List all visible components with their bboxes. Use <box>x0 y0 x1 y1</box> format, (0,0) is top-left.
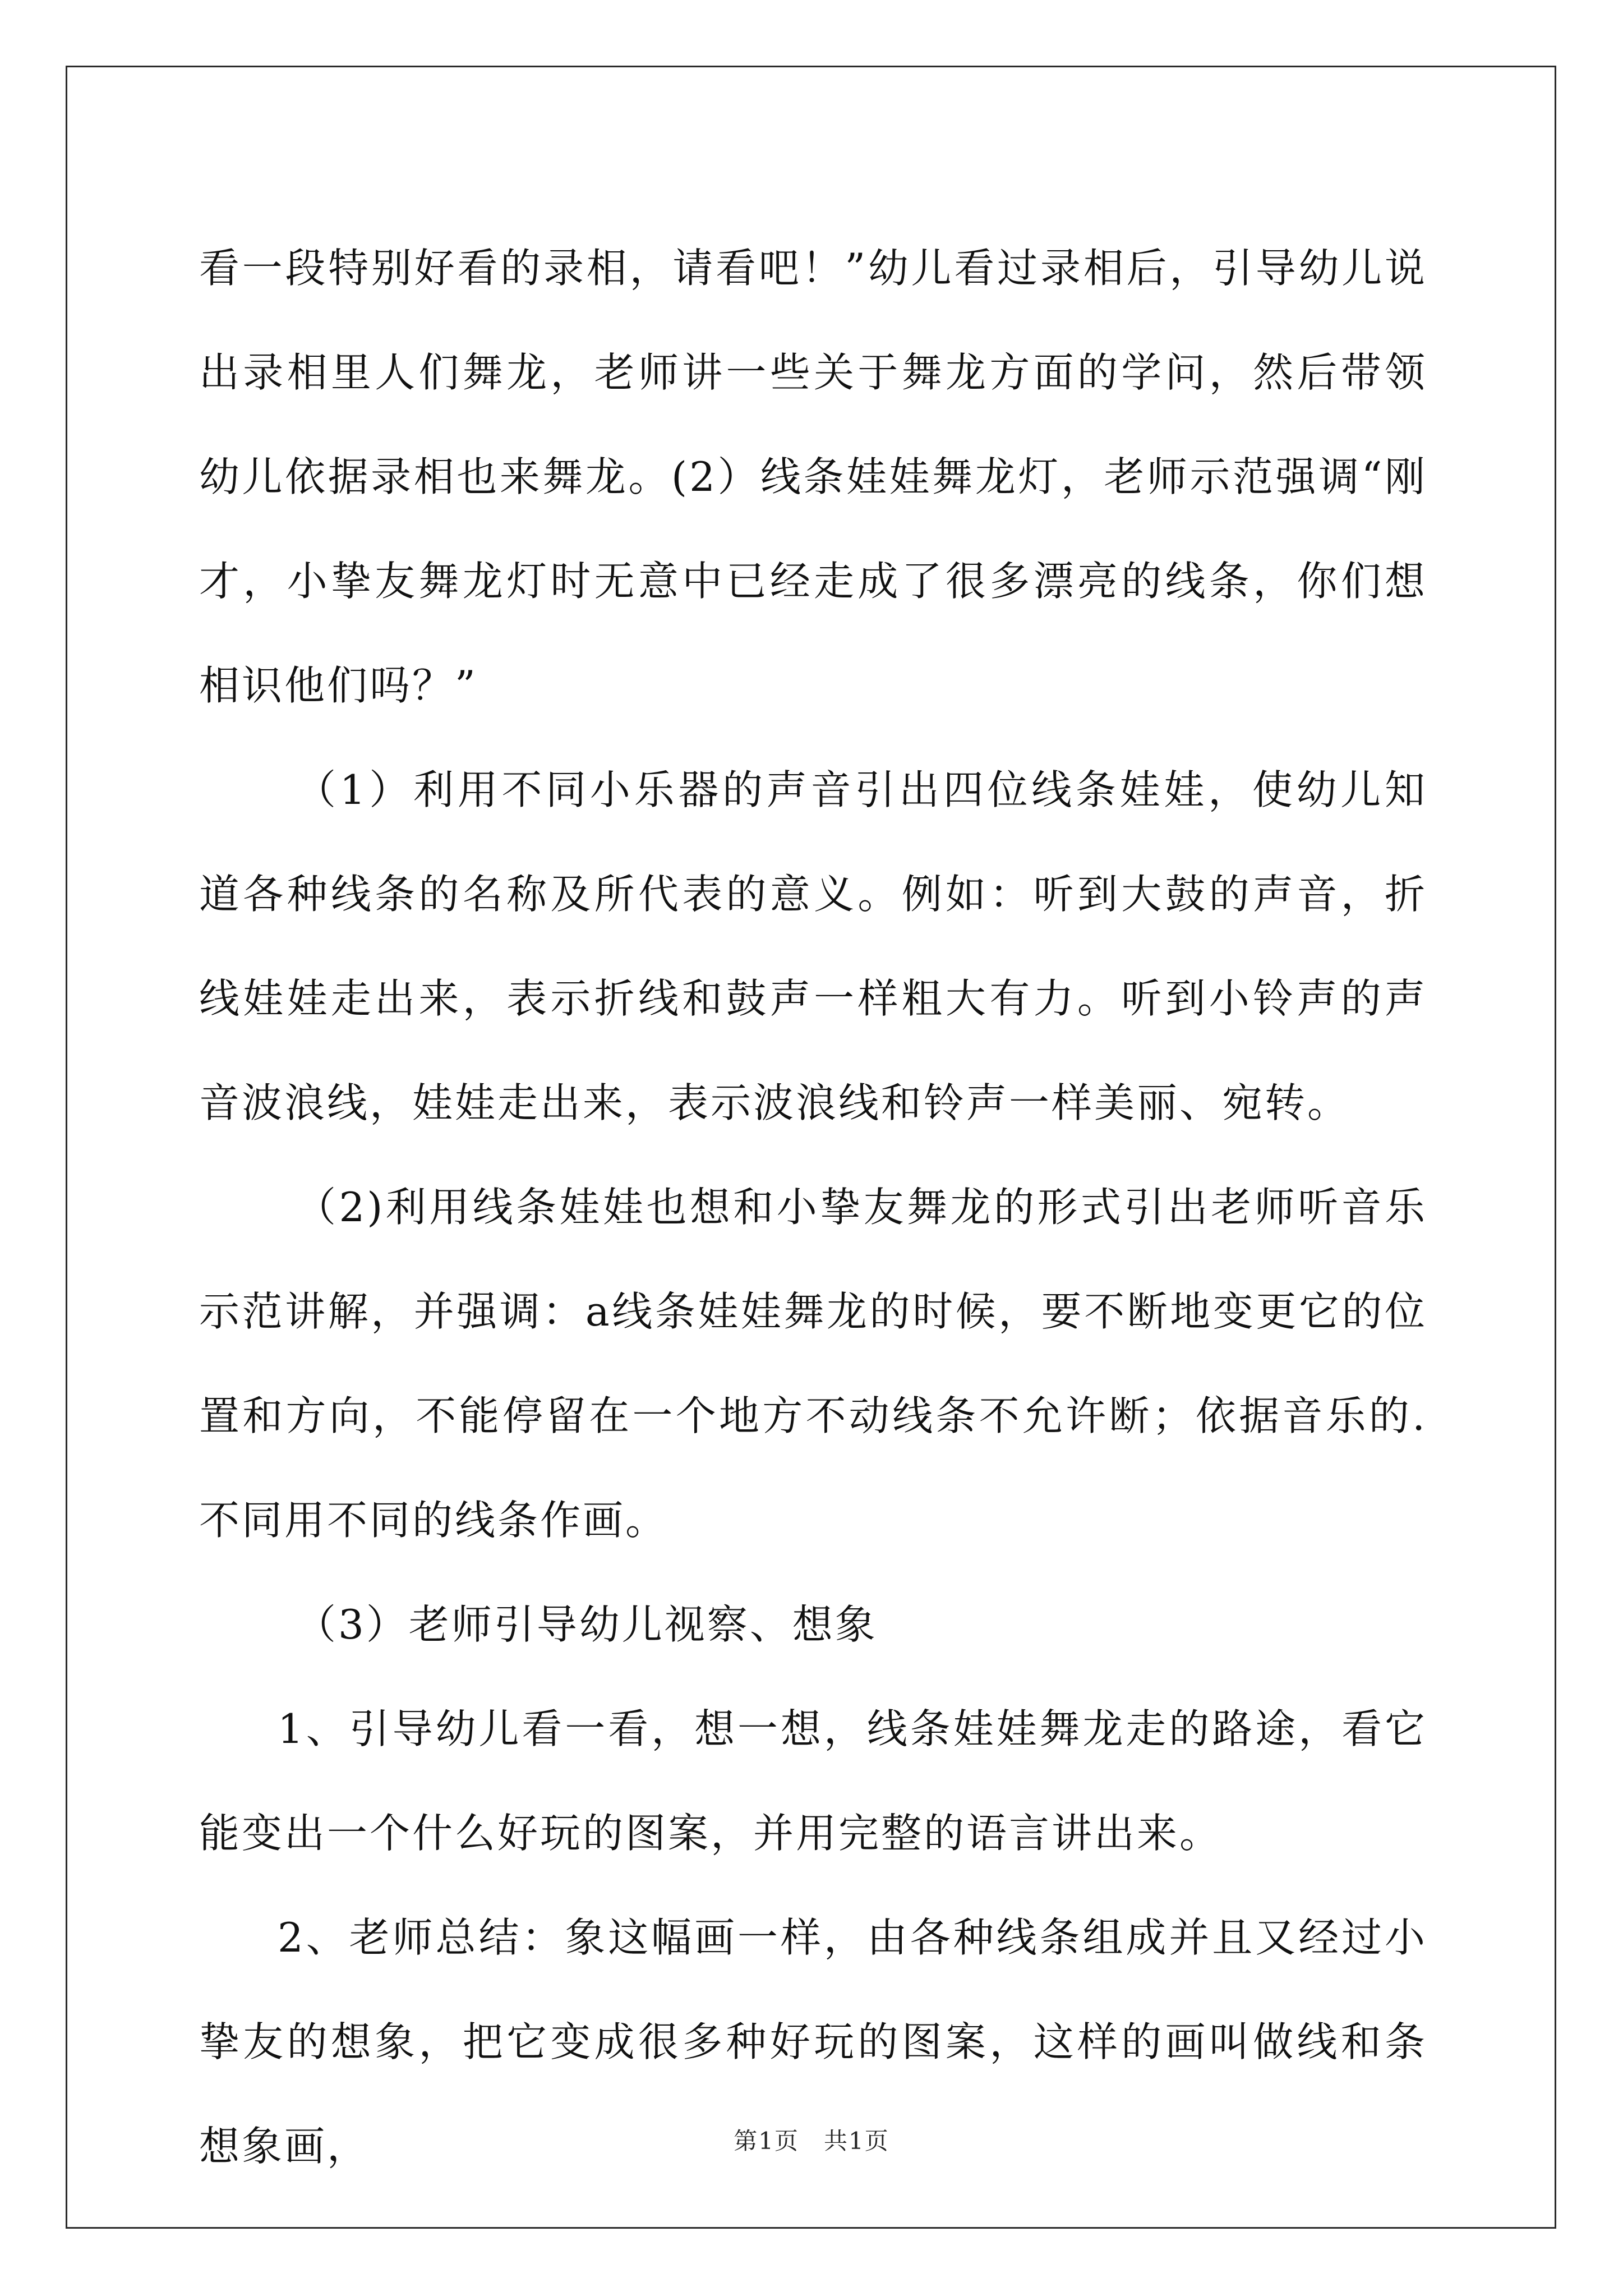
paragraph-3: （2)利用线条娃娃也想和小挚友舞龙的形式引出老师听音乐示范讲解，并强调：a线条娃娃舞龙的时候，要不断地变更它的位置和方向，不能停留在一个地方不动线条不允许断；依据音乐的.不同用不同的线条作画。 <box>199 1184 1427 1544</box>
paragraph-4: （3）老师引导幼儿视察、想象 <box>296 1601 878 1648</box>
document-body <box>199 216 1427 2198</box>
paragraph-2: （1）利用不同小乐器的声音引出四位线条娃娃，使幼儿知道各种线条的名称及所代表的意义。例如：听到大鼓的声音，折线娃娃走出来，表示折线和鼓声一样粗大有力。听到小铃声的声音波浪线，娃娃走出来，表示波浪线和铃声一样美丽、宛转。 <box>199 766 1427 1126</box>
paragraph-1: 看一段特别好看的录相，请看吧！”幼儿看过录相后，引导幼儿说出录相里人们舞龙，老师讲一些关于舞龙方面的学问，然后带领幼儿依据录相也来舞龙。(2）线条娃娃舞龙灯，老师示范强调“刚才，小挚友舞龙灯时无意中已经走成了很多漂亮的线条，你们想相识他们吗？” <box>199 245 1427 709</box>
page-footer: 第1页 共1页 <box>734 2127 889 2155</box>
paragraph-5: 1、引导幼儿看一看，想一想，线条娃娃舞龙走的路途，看它能变出一个什么好玩的图案，并用完整的语言讲出来。 <box>199 1705 1427 1857</box>
paragraph-6: 2、老师总结：象这幅画一样，由各种线条组成并且又经过小挚友的想象，把它变成很多种好玩的图案，这样的画叫做线和条想象画， <box>199 1914 1427 2170</box>
